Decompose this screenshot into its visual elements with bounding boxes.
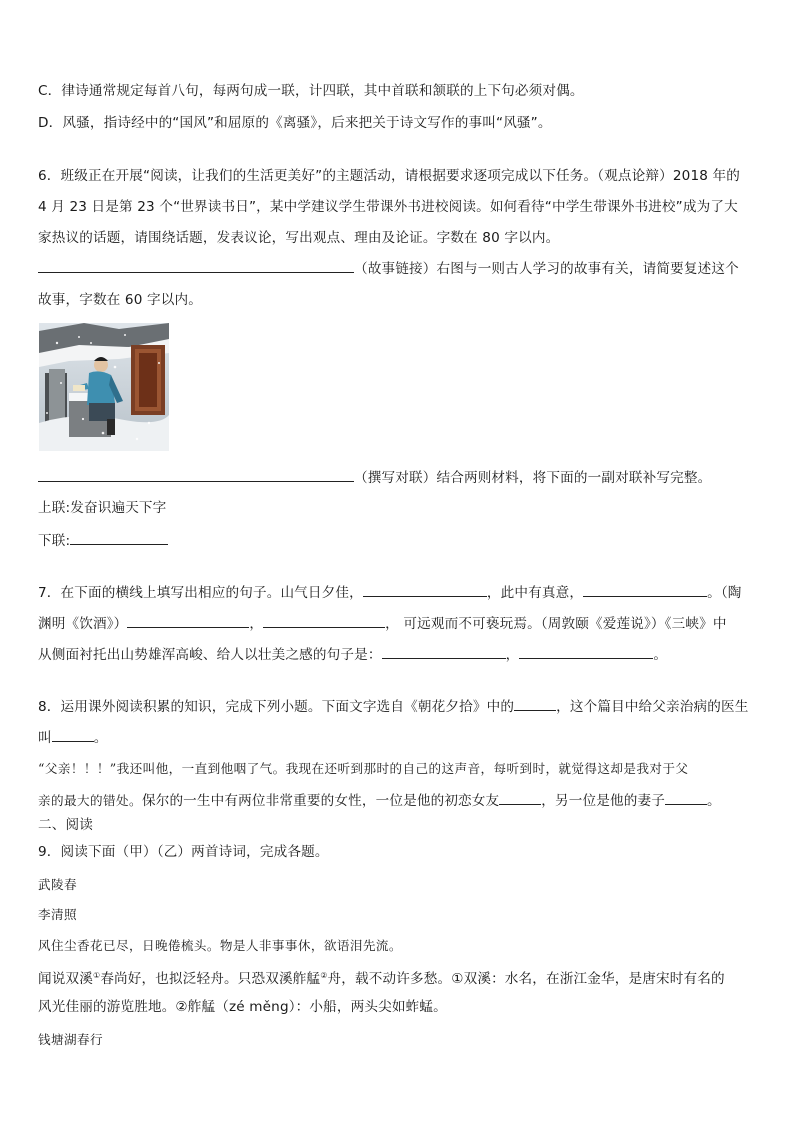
- q7-text: 。: [653, 647, 668, 663]
- q8-text: 。: [93, 730, 108, 746]
- poem-verse-1: 风住尘香花已尽，日晚倦梳头。物是人非事事休，欲语泪先流。: [38, 938, 402, 953]
- q7-text: 从侧面衬托出山势雄浑高峻、给人以壮美之感的句子是：: [38, 647, 382, 663]
- q8-line-4: [38, 790, 721, 811]
- q6-line-2: 4 月 23 日是第 23 个“世界读书日”，某中学建议学生带课外书进校阅读。如何看待“中学生带课外书进校”成为了大: [38, 199, 738, 215]
- q6-line-5: 故事，字数在 60 字以内。: [38, 292, 202, 308]
- q8-text: ，另一位是他的妻子: [541, 793, 665, 809]
- section-heading: 二、阅读: [38, 817, 93, 833]
- answer-blank[interactable]: [583, 582, 707, 597]
- q7-line-2: [38, 613, 727, 634]
- answer-blank[interactable]: [499, 790, 541, 805]
- q8-quote: “父亲！！！”我还叫他，一直到他咽了气。我现在还听到那时的自己的这声音，每听到时，就觉得这却是我对于父: [38, 761, 689, 776]
- q8-text: 保尔的一生中有两位非常重要的女性，一位是他的初恋女友: [141, 793, 500, 809]
- footnote-mark: ②: [320, 971, 328, 980]
- q7-text: 渊明《饮酒》）: [38, 616, 128, 632]
- verse-text: 春尚好，也拟泛轻舟。只恐双溪舴艋: [100, 971, 321, 987]
- q7-text: ，此中有真意，: [486, 585, 584, 601]
- q6-line-3: 家热议的话题，请围绕话题，发表议论，写出观点、理由及论证。字数在 80 字以内。: [38, 230, 560, 246]
- q8-line-1: [38, 696, 749, 717]
- answer-blank[interactable]: [38, 467, 354, 482]
- q8-line-2: [38, 727, 108, 748]
- q8-text: 。: [707, 793, 721, 809]
- answer-blank[interactable]: [382, 644, 506, 659]
- poem-title: 武陵春: [38, 877, 77, 892]
- answer-blank[interactable]: [38, 258, 354, 273]
- q8-quote-end: 亲的最大的错处。: [38, 793, 142, 808]
- option-d: D．风骚，指诗经中的“国风”和屈原的《离骚》，后来把关于诗文写作的事叫“风骚”。: [38, 115, 552, 131]
- q7-text: ，: [249, 616, 264, 632]
- poem-title-2: 钱塘湖春行: [38, 1032, 103, 1047]
- answer-blank[interactable]: [665, 790, 707, 805]
- couplet-prompt: （撰写对联）结合两则材料，将下面的一副对联补写完整。: [354, 470, 712, 486]
- q9-line-1: 9．阅读下面（甲）（乙）两首诗词，完成各题。: [38, 844, 329, 860]
- poem-verse-2: [38, 966, 725, 989]
- q7-text: ，: [505, 647, 520, 663]
- answer-blank[interactable]: [514, 696, 556, 711]
- q7-line-1: [38, 582, 742, 603]
- story-illustration: [39, 323, 169, 451]
- q6-line-6: [38, 467, 711, 488]
- poem-author: 李清照: [38, 907, 77, 922]
- poem-notes: 风光佳丽的游览胜地。②舴艋（zé měng）：小船，两头尖如蚱蜢。: [38, 999, 447, 1015]
- q7-line-3: [38, 644, 667, 665]
- q6-line-1: 6．班级正在开展“阅读，让我们的生活更美好”的主题活动，请根据要求逐项完成以下任务。（观点论辩）2018 年的: [38, 168, 741, 184]
- answer-blank[interactable]: [519, 644, 653, 659]
- verse-text: 舟，载不动许多愁。①双溪：水名，在浙江金华，是唐宋时有名的: [327, 971, 725, 987]
- answer-blank[interactable]: [52, 727, 94, 742]
- q8-text: 叫: [38, 730, 52, 746]
- q7-text: 。（陶: [707, 585, 742, 601]
- q7-text: ， 可远观而不可亵玩焉。（周敦颐《爱莲说》）《三峡》中: [385, 616, 727, 632]
- lower-couplet: [38, 530, 168, 551]
- q7-text: 7．在下面的横线上填写出相应的句子。山气日夕佳，: [38, 585, 363, 601]
- q8-text: 8．运用课外阅读积累的知识，完成下列小题。下面文字选自《朝花夕拾》中的: [38, 699, 515, 715]
- upper-couplet: 上联:发奋识遍天下字: [38, 500, 167, 516]
- q8-text: ，这个篇目中给父亲治病的医生: [556, 699, 749, 715]
- option-c: C．律诗通常规定每首八句，每两句成一联，计四联，其中首联和颔联的上下句必须对偶。: [38, 83, 584, 99]
- footnote-mark: ①: [92, 971, 101, 980]
- story-link-prompt: （故事链接）右图与一则古人学习的故事有关，请简要复述这个: [354, 261, 739, 277]
- answer-blank[interactable]: [363, 582, 487, 597]
- verse-text: 闻说双溪: [38, 971, 93, 987]
- answer-blank[interactable]: [127, 613, 249, 628]
- q6-line-4: [38, 258, 739, 279]
- answer-blank[interactable]: [263, 613, 385, 628]
- answer-blank[interactable]: [70, 530, 168, 545]
- lower-couplet-label: 下联:: [38, 533, 71, 549]
